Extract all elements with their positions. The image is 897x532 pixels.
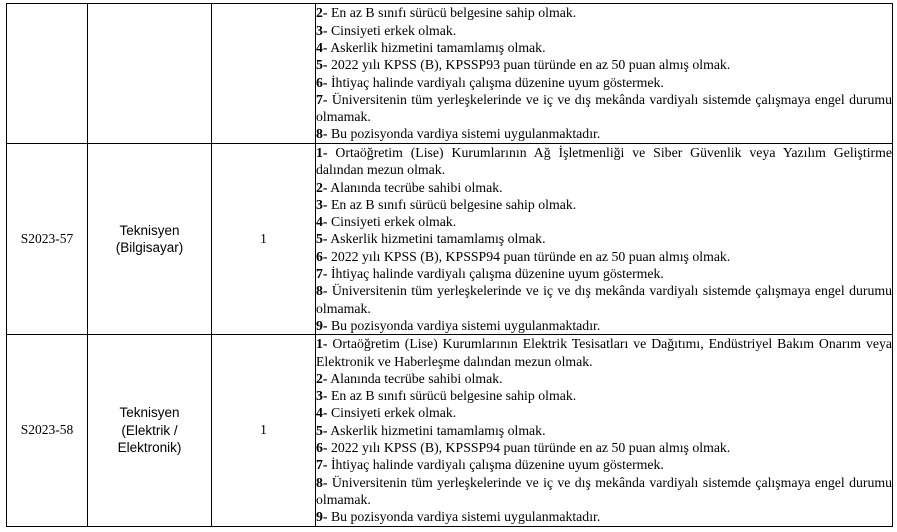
requirements-table [6,3,893,527]
requirement-text: İhtiyaç halinde vardiyalı çalışma düzenine uyum göstermek. [327,74,664,90]
requirements-cell [316,4,893,144]
requirement-number: 4- [316,214,328,230]
requirement-item [316,125,892,142]
requirement-number: 6- [316,440,328,456]
requirement-item [316,282,892,317]
position-code: S2023-58 [7,335,88,526]
position-count: 1 [212,144,316,335]
position-title-line: Teknisyen [119,405,180,421]
requirement-item [316,179,892,196]
requirement-text: Üniversitenin tüm yerleşkelerinde ve iç ve dış mekânda vardiyalı sistemde çalışmaya engel durumu olmamak. [316,474,892,507]
position-title-line: Elektronik) [117,440,182,456]
position-count [212,4,316,144]
requirement-item [316,213,892,230]
requirement-item [316,4,892,21]
requirement-number: 1- [316,145,328,160]
requirement-item [316,422,892,439]
requirement-text: 2022 yılı KPSS (B), KPSSP94 puan türünde en az 50 puan almış olmak. [327,440,731,456]
requirement-number: 2- [316,179,328,195]
requirement-text: En az B sınıfı sürücü belgesine sahip olmak. [327,196,577,212]
requirement-text: Cinsiyeti erkek olmak. [327,22,457,38]
requirement-number: 5- [316,231,328,247]
requirement-text: Askerlik hizmetini tamamlamış olmak. [327,231,546,247]
requirement-item [316,508,892,525]
position-title [88,144,212,335]
requirement-item [316,335,892,370]
requirement-item [316,91,892,126]
requirement-item [316,474,892,509]
requirement-text: İhtiyaç halinde vardiyalı çalışma düzenine uyum göstermek. [327,266,664,282]
table-row [7,335,893,526]
requirement-number: 2- [316,5,328,21]
requirement-text: En az B sınıfı sürücü belgesine sahip olmak. [327,5,577,21]
requirement-number: 3- [316,196,328,212]
position-title-line: (Elektrik / [121,422,178,438]
requirement-text: Ortaöğretim (Lise) Kurumlarının Elektrik Tesisatları ve Dağıtımı, Endüstriyel Bakım Onarım veya Elektronik ve Haberleşme dalından mezun olmak. [316,336,892,369]
requirement-number: 4- [316,405,328,421]
requirement-text: Alanında tecrübe sahibi olmak. [327,179,503,195]
table-row [7,144,893,335]
requirement-number: 9- [316,317,328,333]
position-title [88,4,212,144]
requirement-number: 8- [316,283,328,299]
requirement-number: 7- [316,266,328,282]
requirement-item [316,39,892,56]
requirement-item [316,265,892,282]
requirement-text: Askerlik hizmetini tamamlamış olmak. [327,422,546,438]
table-row [7,4,893,144]
requirement-number: 7- [316,457,328,473]
requirement-text: 2022 yılı KPSS (B), KPSSP93 puan türünde en az 50 puan almış olmak. [327,57,731,73]
requirement-text: Ortaöğretim (Lise) Kurumlarının Ağ İşletmenliği ve Siber Güvenlik veya Yazılım Geliştirme dalından mezun olmak. [316,145,892,178]
requirement-number: 1- [316,336,328,352]
requirement-number: 8- [316,126,328,142]
requirement-number: 6- [316,248,328,264]
requirement-text: Cinsiyeti erkek olmak. [327,214,457,230]
requirement-text: Bu pozisyonda vardiya sistemi uygulanmaktadır. [327,126,601,142]
requirement-text: En az B sınıfı sürücü belgesine sahip olmak. [327,388,577,404]
position-code: S2023-57 [7,144,88,335]
requirement-item [316,404,892,421]
requirement-number: 2- [316,370,328,386]
position-title-line: Teknisyen [119,222,180,238]
requirement-text: Bu pozisyonda vardiya sistemi uygulanmaktadır. [327,509,601,525]
requirement-number: 4- [316,39,328,55]
requirement-number: 3- [316,388,328,404]
requirement-item [316,230,892,247]
requirement-number: 8- [316,474,328,490]
requirement-text: Cinsiyeti erkek olmak. [327,405,457,421]
requirement-item [316,439,892,456]
requirement-item [316,387,892,404]
position-code [7,4,88,144]
requirement-number: 3- [316,22,328,38]
requirement-item [316,317,892,334]
requirement-number: 6- [316,74,328,90]
requirement-item [316,248,892,265]
requirement-number: 5- [316,57,328,73]
requirement-item [316,456,892,473]
requirement-text: Askerlik hizmetini tamamlamış olmak. [327,39,546,55]
position-title-line: (Bilgisayar) [115,240,184,256]
requirement-item [316,196,892,213]
requirement-text: 2022 yılı KPSS (B), KPSSP94 puan türünde en az 50 puan almış olmak. [327,248,731,264]
requirement-item [316,22,892,39]
requirement-number: 7- [316,91,328,107]
requirements-cell [316,144,893,335]
requirements-cell [316,335,893,526]
position-title [88,335,212,526]
requirement-text: Alanında tecrübe sahibi olmak. [327,370,503,386]
requirement-item [316,56,892,73]
requirement-item [316,74,892,91]
requirement-item [316,144,892,179]
requirement-text: İhtiyaç halinde vardiyalı çalışma düzenine uyum göstermek. [327,457,664,473]
requirement-item [316,370,892,387]
requirement-text: Üniversitenin tüm yerleşkelerinde ve iç ve dış mekânda vardiyalı sistemde çalışmaya engel durumu olmamak. [316,283,892,316]
requirement-number: 5- [316,422,328,438]
requirement-number: 9- [316,509,328,525]
requirement-text: Bu pozisyonda vardiya sistemi uygulanmaktadır. [327,317,601,333]
requirement-text: Üniversitenin tüm yerleşkelerinde ve iç ve dış mekânda vardiyalı sistemde çalışmaya engel durumu olmamak. [316,91,892,125]
position-count: 1 [212,335,316,526]
